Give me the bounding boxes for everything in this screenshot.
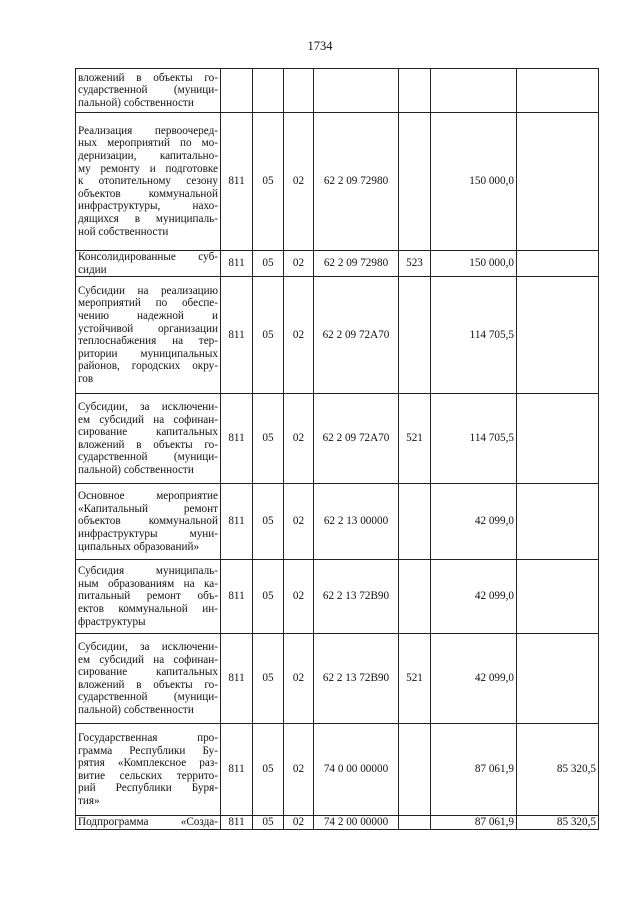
table-row xyxy=(76,251,599,277)
cell-section: 05 xyxy=(253,484,284,560)
cell-subsection: 02 xyxy=(284,277,314,394)
cell-admin-code: 811 xyxy=(221,113,253,251)
cell-amount-1: 42 099,0 xyxy=(431,484,517,560)
cell-amount-1: 42 099,0 xyxy=(431,634,517,724)
cell-admin-code: 811 xyxy=(221,277,253,394)
cell-target-article: 74 2 00 00000 xyxy=(314,816,399,830)
cell-amount-1: 42 099,0 xyxy=(431,560,517,634)
cell-target-article: 62 2 09 72980 xyxy=(314,113,399,251)
cell-target-article: 74 0 00 00000 xyxy=(314,724,399,816)
cell-target-article: 62 2 13 72В90 xyxy=(314,634,399,724)
cell-amount-2 xyxy=(517,394,599,484)
cell-target-article xyxy=(314,69,399,113)
cell-subsection: 02 xyxy=(284,394,314,484)
table-row xyxy=(76,277,599,394)
cell-name: Субсидии, за исключени- ем субсидий на софинан- сирование капитальных вложений в объекты го- сударственной (муници- пальной) собственности xyxy=(76,394,221,484)
cell-expense-type xyxy=(399,69,431,113)
cell-name: Основное мероприятие «Капитальный ремонт объектов коммунальной инфраструктуры муни- ципальных образований» xyxy=(76,484,221,560)
cell-expense-type xyxy=(399,560,431,634)
page-number: 1734 xyxy=(307,39,333,53)
cell-expense-type: 521 xyxy=(399,634,431,724)
cell-target-article: 62 2 09 72А70 xyxy=(314,394,399,484)
cell-name: Подпрограмма «Созда- xyxy=(76,816,221,830)
cell-section: 05 xyxy=(253,724,284,816)
cell-section: 05 xyxy=(253,560,284,634)
cell-amount-2: 85 320,5 xyxy=(517,816,599,830)
cell-section: 05 xyxy=(253,113,284,251)
cell-amount-1: 150 000,0 xyxy=(431,113,517,251)
cell-subsection: 02 xyxy=(284,251,314,277)
cell-name: Государственная про- грамма Республики Бу- рятия «Комплексное раз- витие сельских террито- рий Республики Буря- тия» xyxy=(76,724,221,816)
cell-subsection: 02 xyxy=(284,484,314,560)
cell-amount-1: 114 705,5 xyxy=(431,277,517,394)
cell-admin-code: 811 xyxy=(221,560,253,634)
cell-subsection: 02 xyxy=(284,634,314,724)
cell-name: Субсидии на реализацию мероприятий по обеспе- чению надежной и устойчивой организации теплоснабжения на тер- ритории муниципальных районов, городских окру- гов xyxy=(76,277,221,394)
budget-table xyxy=(75,68,599,830)
cell-admin-code xyxy=(221,69,253,113)
cell-amount-2 xyxy=(517,634,599,724)
cell-expense-type xyxy=(399,724,431,816)
cell-section: 05 xyxy=(253,277,284,394)
cell-amount-1: 87 061,9 xyxy=(431,724,517,816)
cell-admin-code: 811 xyxy=(221,724,253,816)
cell-admin-code: 811 xyxy=(221,251,253,277)
cell-expense-type xyxy=(399,484,431,560)
cell-amount-2 xyxy=(517,251,599,277)
table-row xyxy=(76,113,599,251)
cell-subsection: 02 xyxy=(284,816,314,830)
cell-expense-type xyxy=(399,816,431,830)
cell-expense-type: 523 xyxy=(399,251,431,277)
table-row xyxy=(76,634,599,724)
cell-amount-2 xyxy=(517,277,599,394)
table-row xyxy=(76,69,599,113)
cell-amount-2 xyxy=(517,484,599,560)
cell-admin-code: 811 xyxy=(221,816,253,830)
cell-name: Реализация первоочеред- ных мероприятий по мо- дернизации, капитально- му ремонту и подготовке к отопительному сезону объектов коммунальной инфраструктуры, нахо- дящихся в муниципаль- ной собственности xyxy=(76,113,221,251)
cell-section: 05 xyxy=(253,634,284,724)
cell-name: Субсидии, за исключени- ем субсидий на софинан- сирование капитальных вложений в объекты го- сударственной (муници- пальной) собственности xyxy=(76,634,221,724)
cell-subsection xyxy=(284,69,314,113)
cell-subsection: 02 xyxy=(284,560,314,634)
table-row xyxy=(76,816,599,830)
cell-expense-type xyxy=(399,113,431,251)
cell-section: 05 xyxy=(253,394,284,484)
cell-amount-1: 87 061,9 xyxy=(431,816,517,830)
cell-expense-type xyxy=(399,277,431,394)
cell-subsection: 02 xyxy=(284,724,314,816)
table-row xyxy=(76,724,599,816)
cell-name: вложений в объекты го- сударственной (муници- пальной) собственности xyxy=(76,69,221,113)
cell-admin-code: 811 xyxy=(221,394,253,484)
cell-amount-2: 85 320,5 xyxy=(517,724,599,816)
cell-section: 05 xyxy=(253,251,284,277)
cell-admin-code: 811 xyxy=(221,484,253,560)
cell-amount-1: 114 705,5 xyxy=(431,394,517,484)
cell-target-article: 62 2 09 72980 xyxy=(314,251,399,277)
cell-name: Консолидированные суб- сидии xyxy=(76,251,221,277)
cell-amount-2 xyxy=(517,560,599,634)
cell-expense-type: 521 xyxy=(399,394,431,484)
table-row xyxy=(76,394,599,484)
cell-amount-1 xyxy=(431,69,517,113)
cell-target-article: 62 2 09 72А70 xyxy=(314,277,399,394)
cell-amount-2 xyxy=(517,113,599,251)
cell-admin-code: 811 xyxy=(221,634,253,724)
cell-section xyxy=(253,69,284,113)
cell-target-article: 62 2 13 00000 xyxy=(314,484,399,560)
table-row xyxy=(76,484,599,560)
cell-amount-2 xyxy=(517,69,599,113)
cell-section: 05 xyxy=(253,816,284,830)
cell-subsection: 02 xyxy=(284,113,314,251)
cell-amount-1: 150 000,0 xyxy=(431,251,517,277)
table-row xyxy=(76,560,599,634)
cell-name: Субсидия муниципаль- ным образованиям на ка- питальный ремонт объ- ектов коммунальной ин- фраструктуры xyxy=(76,560,221,634)
cell-target-article: 62 2 13 72В90 xyxy=(314,560,399,634)
